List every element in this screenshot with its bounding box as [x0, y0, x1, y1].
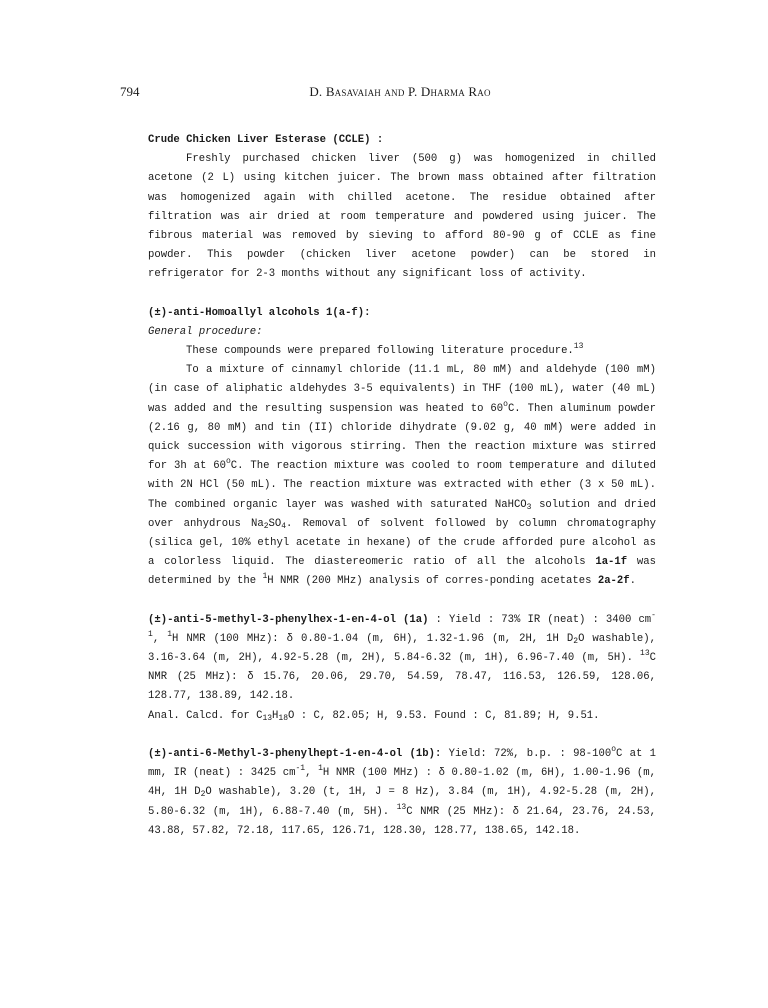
compound-1b-text-1: Yield: 72%, b.p. : 98-100	[441, 747, 612, 760]
compound-1b-entry	[148, 745, 656, 841]
intro-text: These compounds were prepared following literature procedure.	[186, 345, 574, 358]
compound-1a-sup-3: 13	[640, 649, 650, 659]
procedure-text-d: solution and dried over anhydrous Na	[148, 498, 656, 530]
section-gap	[148, 726, 656, 745]
subscript-3: 3	[526, 502, 532, 512]
ccle-paragraph: Freshly purchased chicken liver (500 g) was homogenized in chilled acetone (2 L) using kitchen juicer. The brown mass obtained after filtration was homogenized again with chilled acetone. The residue obtained after filtration was air dried at room temperature and powdered using juicer. The fibrous material was removed by sieving to afford 80-90 g of CCLE as fine powder. This powder (chicken liver acetone powder) can be stored in refrigerator for 2-3 months without any significant loss of activity.	[148, 153, 656, 281]
section-gap	[148, 592, 656, 611]
homoallyl-procedure-paragraph	[148, 361, 656, 591]
compound-range-2a-2f: 2a-2f	[597, 575, 630, 588]
homoallyl-intro-paragraph	[148, 342, 656, 361]
analysis-sub-18: 18	[278, 713, 289, 723]
subscript-4: 4	[281, 521, 287, 531]
procedure-text-g: was determined by the	[148, 556, 656, 588]
homoallyl-heading-text: (±)-anti-Homoallyl alcohols 1(a-f):	[148, 306, 371, 319]
compound-1b-text-6: C NMR (25 MHz): δ 21.64, 23.76, 24.53, 43.88, 57.82, 72.18, 117.65, 126.71, 128.30, 128.77, 138.65, 142.18.	[148, 805, 656, 837]
superscript-1: 1	[262, 572, 268, 582]
compound-1a-text-4: O washable), 3.16-3.64 (m, 2H), 4.92-5.28 (m, 2H), 5.84-6.32 (m, 1H), 6.96-7.40 (m, 5H).	[148, 632, 657, 665]
homoallyl-heading	[148, 304, 656, 323]
ccle-heading: Crude Chicken Liver Esterase (CCLE) :	[148, 134, 384, 146]
page-number: 794	[120, 84, 140, 99]
procedure-text-a: To a mixture of cinnamyl chloride (11.1 mL, 80 mM) and aldehyde (100 mM) (in case of aliphatic aldehydes 3-5 equivalents) in THF (100 mL), water (40 mL) was added and the resulting suspension was heated to 60	[148, 364, 656, 415]
compound-1b-text-4: H NMR (100 MHz) : δ 0.80-1.02 (m, 6H), 1.00-1.96 (m, 4H, 1H D	[148, 767, 656, 799]
compound-1a-sup-1: -1	[148, 610, 656, 639]
degree-sup-2: o	[225, 457, 231, 467]
procedure-text-h: H NMR (200 MHz) analysis of corres-ponding acetates	[267, 575, 598, 588]
compound-1b-text-2: C at 1 mm, IR (neat) : 3425 cm	[148, 747, 656, 780]
compound-1a-text-3: H NMR (100 MHz): δ 0.80-1.04 (m, 6H), 1.32-1.96 (m, 2H, 1H D	[172, 632, 574, 645]
procedure-text-c: C. The reaction mixture was cooled to room temperature and diluted with 2N HCl (50 mL). The reaction mixture was extracted with ether (3 x 50 mL). The combined organic layer was washed with saturated NaHCO	[148, 460, 656, 511]
compound-1a-entry	[148, 611, 656, 707]
analysis-sub-13: 13	[262, 713, 273, 723]
general-procedure-subheading	[148, 323, 656, 342]
compound-1a-analysis	[148, 707, 656, 726]
reference-13: 13	[573, 342, 584, 352]
compound-1b-sup-4: 13	[396, 802, 407, 812]
compound-1a-text-1: : Yield : 73% IR (neat) : 3400 cm	[428, 613, 652, 626]
analysis-text-b: H	[272, 709, 279, 722]
procedure-text-i: .	[629, 575, 636, 588]
compound-1b-sub-1: 2	[200, 790, 206, 800]
compound-1a-sub-1: 2	[573, 636, 579, 646]
compound-1b-sup-1: o	[611, 744, 617, 754]
analysis-text-a: Anal. Calcd. for C	[148, 709, 263, 722]
compound-1a-text-2: ,	[152, 632, 168, 645]
compound-1b-text-3: ,	[305, 767, 319, 780]
compound-1b-sup-3: 1	[318, 764, 323, 774]
compound-1b-text-5: O washable), 3.20 (t, 1H, J = 8 Hz), 3.84 (m, 1H), 4.92-5.28 (m, 2H), 5.80-6.32 (m, 1H), 6.88-7.40 (m, 5H).	[148, 786, 657, 818]
analysis-text-c: O : C, 82.05; H, 9.53. Found : C, 81.89; H, 9.51.	[288, 709, 600, 722]
procedure-text-b: C. Then aluminum powder (2.16 g, 80 mM) and tin (II) chloride dihydrate (9.02 g, 40 mM) were added in quick succession with vigorous stirring. Then the reaction mixture was stirred for 3h at 60	[148, 402, 656, 473]
procedure-text-f: . Removal of solvent followed by column chromatography (silica gel, 10% ethyl acetate in hexane) of the crude afforded pure alcohol as a colorless liquid. The diastereomeric ratio of all the alcohols	[148, 517, 657, 569]
subscript-2: 2	[263, 521, 269, 531]
section-gap	[148, 285, 656, 304]
compound-1a-sup-2: 1	[167, 629, 172, 639]
procedure-text-e: SO	[268, 517, 282, 530]
running-title: D. Basavaiah and P. Dharma Rao	[309, 84, 491, 99]
compound-1b-sup-2: -1	[295, 764, 306, 774]
compound-1a-heading: (±)-anti-5-methyl-3-phenylhex-1-en-4-ol (1a)	[148, 613, 429, 626]
page-header	[120, 84, 680, 104]
compound-range-1a-1f: 1a-1f	[595, 556, 628, 569]
general-procedure-label: General procedure:	[148, 325, 263, 338]
degree-sup-1: o	[503, 399, 508, 409]
article-body	[148, 131, 656, 841]
compound-1b-heading: (±)-anti-6-Methyl-3-phenylhept-1-en-4-ol (1b):	[148, 747, 442, 760]
compound-1a-text-5: C NMR (25 MHz): δ 15.76, 20.06, 29.70, 54.59, 78.47, 116.53, 126.59, 128.06, 128.77, 138.89, 142.18.	[148, 652, 656, 703]
